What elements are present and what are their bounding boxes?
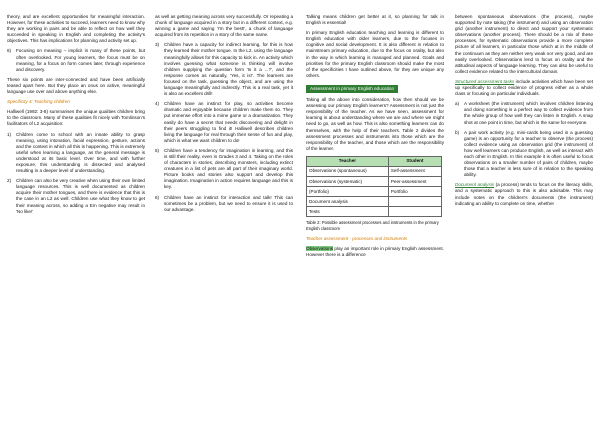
list-number: 1): [7, 131, 12, 137]
list-item: [155, 148, 293, 191]
highlighted-term: Observations: [306, 245, 334, 251]
list-item: [155, 101, 293, 144]
paragraph: These six points are inter-connected and have been artificially teased apart here. But they place an onus on active, meaningful language use over and above anything else.: [7, 76, 145, 95]
table-header-row: [307, 156, 442, 166]
table-cell: Self-assessment: [388, 166, 441, 176]
section-heading: Teacher assessment - processes and instruments: [306, 235, 408, 241]
list-number: 5): [155, 147, 160, 153]
table-cell: Observations (systematic): [307, 177, 389, 187]
column-4: [455, 14, 593, 211]
table-row: [307, 197, 442, 207]
list-number: 4): [155, 101, 160, 107]
list-text: Children have a capacity for indirect learning, for this is how they learned their mother tongue. In the L2, using the language meaningfully allows for this capacity to kick in. An activity which involves guessing what someone is thinking will involve children supplying the question form 'Is it a ...?', and the response comes as naturally, 'Yes, it is!'. The learners are focused on the task, guessing the object, and are using the language meaningfully and indirectly. This is a real task, yet it is also an excellent drill!: [164, 42, 293, 97]
table-header-cell: Teacher: [307, 156, 389, 166]
paragraph: as well as getting meaning across very successfully. Or repeating a chunk of language acquired in a story but in a different context, e.g. winning a game and saying 'I'm the best!', a chunk of language acquired from its repetition in a story of the same name.: [155, 14, 293, 38]
term-heading: Structured assessment tasks: [455, 78, 515, 84]
paragraph: Taking all the above into consideration, how then should we be assessing our primary English learners? Assessment is not just the responsibility of the teacher. As we have seen, assessment for learning is about understanding where we are and where we might need to go, as well as how. This is also something learners can do themselves, with the help of their teachers. Table 2 divides the assessment processes and instruments into those which are the responsibility of the teacher, and those which are the responsibility of the learner.: [306, 97, 444, 151]
list-number: 3): [155, 42, 160, 48]
list-item: [7, 178, 145, 215]
section-heading: Specificity 4: Teaching children: [7, 99, 70, 105]
table-cell: [388, 197, 441, 207]
assessment-table: [306, 156, 442, 218]
table-row: [307, 187, 442, 197]
paragraph: [455, 182, 593, 206]
list-text: Children have an instinct for play, so activities become dramatic and enjoyable because children make them so. They put immense effort into a mime game or a dramatization. They easily do have a secret that needs discovering and delight in their peers struggling to find it! Halliwell describes children living the language for real through their sense of fun and play, which is what we want children to do!: [164, 101, 293, 143]
table-header-cell: Student: [388, 156, 441, 166]
list-text: Focusing on meaning – implicit in many of these points, but often overlooked. For young learners, the focus must be on meaning, for a focus on form comes later, through experience and discovery.: [16, 48, 145, 72]
list-text: Children can also be very creative when using their own limited language resources. This is well documented as children acquire their mother tongues, and there is evidence that this is the case in an L2 as well. Children use what they know to get their meaning across, so adding a Em negative may result in 'No like!': [16, 178, 145, 214]
table-row: [307, 177, 442, 187]
table-caption: Table 2: Possible assessment processes and instruments in the primary English classroom: [306, 220, 439, 231]
paragraph: [455, 79, 593, 97]
list-text: Children have a tendency for imagination in learning, and this is still their reality, even in Grades 3 and 4. Taking on the roles of characters in stories, describing monsters, including extinct creatures in a list of pets are all part of their imaginary world. Picture books and stories also support and develop this imagination. Imagination in action requires language and this is key.: [164, 147, 293, 190]
paragraph-text: play an important role in primary English assessment. However there is a difference: [306, 245, 444, 258]
column-3: [306, 14, 444, 262]
column-2: [155, 14, 293, 217]
list-number: 6): [155, 194, 160, 200]
list-item: [155, 42, 293, 97]
paragraph: In primary English education teaching and learning is different to English education with older learners, due to the focuses in cognitive and social development. It is also different in relation to mainstream primary education, due to the focus on orality, but also in the way in which learning is managed and planned. Goals and priorities for the primary English classroom should make the most of the specificities I have outlined above, for they are unique any others.: [306, 30, 444, 78]
paragraph-text: include activities which have been set up specifically to collect evidence of progress either as a whole class or focusing on particular individuals.: [455, 78, 593, 97]
list-number: a): [455, 101, 460, 107]
list-text: A worksheet (the instrument) which involves children listening and doing something is a perfect way to collect evidence from the whole group of how well they can listen in English. A snap shot at one point in time, but which is the same for everyone.: [464, 101, 593, 125]
list-number: b): [455, 129, 460, 135]
table-cell: Document analysis: [307, 197, 389, 207]
table-cell: Tests: [307, 207, 389, 217]
list-item: [7, 48, 145, 72]
table-row: [307, 207, 442, 217]
column-1: [7, 14, 145, 219]
table-cell: Portfolio: [388, 187, 441, 197]
list-number: 2): [7, 178, 12, 184]
list-item: [455, 130, 593, 179]
paragraph: between spontaneous observations (the process), maybe supported by note taking (the instrument) and using an observation grid (another instrument) to direct and support your systematic observations (another process). There should be a mix of these processes, for systematic observations provide a more complete picture of all learners, in particular those which at in the middle of the continuum as they are neither very weak nor very good, and are easily overlooked. Observations lend to focus on orality and the attitudinal aspects of language learning. They can also be useful to collect evidence related to the intercultural domain.: [455, 14, 593, 74]
paragraph: Halliwell (1992: 3-8) summarises the unique qualities children bring to the classroom. Many of these qualities fit nicely with Tomlinson's facilitators of L2 acquisition:: [7, 109, 145, 127]
term-heading: Document analysis: [455, 182, 495, 188]
paragraph: theory, and are excellent opportunities for meaningful interaction. However, for these activities to succeed, learners need to know why they are working in pairs and be able to reflect on how well they succeeded in speaking in English and completing the activity's objectives. This has implications for planning and activity set up.: [7, 14, 145, 44]
table-cell: Peer-assessment: [388, 177, 441, 187]
list-text: Children have an instinct for interaction and talk! This can sometimes be a problem, but we need to ensure it is used to our advantage.: [164, 194, 293, 212]
section-heading: Assessment in primary English education: [306, 85, 398, 93]
list-item: [455, 101, 593, 125]
paragraph: [306, 246, 444, 258]
table-row: [307, 166, 442, 176]
table-cell: [388, 207, 441, 217]
list-text: Children come to school with an innate ability to grasp meaning, using intonation, facial expression, gesture, actions and the context in which all this is happening. This is extremely useful when learning a language, as the general message is understood at its basic level. Over time, and with further exposure, this understanding is dissected and analysed resulting in a deeper level of understanding.: [16, 131, 145, 174]
list-text: A pair work activity (e.g. mini-cards being used in a guessing game) is an opportunity for a teacher to observe (the process) collect evidence using an observation grid (the instrument) of how well learners can produce English, as well as interact with each other in English. In this example it is often useful to focus observations on a smaller number of pairs of children, maybe those that a teacher is less sure of in relation to the speaking ability.: [464, 129, 593, 178]
list-number: 6): [7, 48, 12, 54]
table-cell: Observations (spontaneous): [307, 166, 389, 176]
paragraph-text: (a process) tends to focus on the literacy skills, and a systematic approach to this is also advisable. This may include notes on the children's documents (the instrument) indicating an ability to complete on time, whether: [455, 182, 593, 206]
table-cell: (Portfolio): [307, 187, 389, 197]
list-item: [7, 132, 145, 175]
paragraph: Talking means children get better at it, so planning for talk in English is essential!: [306, 14, 444, 26]
list-item: [155, 195, 293, 213]
